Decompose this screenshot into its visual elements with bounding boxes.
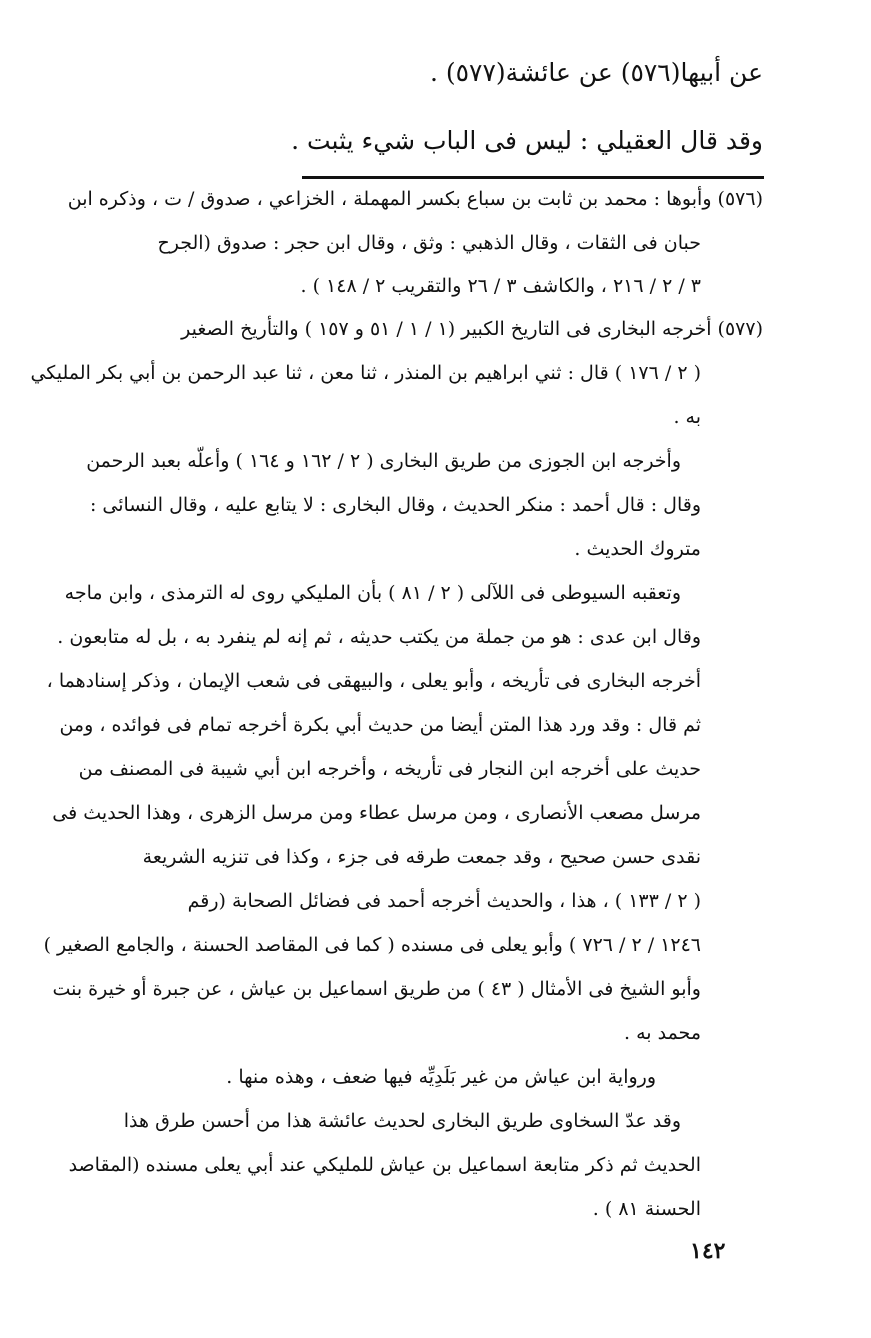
footnote-line: ١٢٤٦ / ٢ / ٧٢٦ ) وأبو يعلى فى مسنده ( كما فى المقاصد الحسنة ، والجامع الصغير )	[43, 934, 701, 956]
footnote-line: وتعقبه السيوطى فى اللآلى ( ٢ / ٨١ ) بأن المليكي روى له الترمذى ، وابن ماجه	[64, 582, 681, 604]
footnote-line: ( ٢ / ١٧٦ ) قال : ثني ابراهيم بن المنذر ، ثنا معن ، ثنا عبد الرحمن بن أبي بكر المليكي	[30, 362, 701, 384]
page-number: ١٤٢	[690, 1238, 726, 1264]
footnote-line: الحديث ثم ذكر متابعة اسماعيل بن عياش للمليكي عند أبي يعلى مسنده (المقاصد	[68, 1154, 701, 1176]
footnote-line: متروك الحديث .	[574, 538, 701, 560]
footnote-line: (٥٧٦) وأبوها : محمد بن ثابت بن سباع بكسر المهملة ، الخزاعي ، صدوق / ت ، وذكره ابن	[67, 188, 763, 210]
footnote-line: وقال : قال أحمد : منكر الحديث ، وقال البخارى : لا يتابع عليه ، وقال النسائى :	[89, 494, 701, 516]
footnote-line: وأبو الشيخ فى الأمثال ( ٤٣ ) من طريق اسماعيل بن عياش ، عن جبرة أو خيرة بنت	[52, 978, 701, 1000]
header-divider	[302, 176, 764, 179]
footnote-line: الحسنة ٨١ ) .	[592, 1198, 701, 1220]
footnote-line: ( ٢ / ١٣٣ ) ، هذا ، والحديث أخرجه أحمد فى فضائل الصحابة (رقم	[187, 890, 701, 912]
footnote-line: ٣ / ٢ / ٢١٦ ، والكاشف ٣ / ٢٦ والتقريب ٢ / ١٤٨ ) .	[300, 275, 701, 297]
footnote-line: وقد عدّ السخاوى طريق البخارى لحديث عائشة هذا من أحسن طرق هذا	[123, 1110, 681, 1132]
footnote-line: وأخرجه ابن الجوزى من طريق البخارى ( ٢ / ١٦٢ و ١٦٤ ) وأعلّه بعبد الرحمن	[86, 450, 681, 472]
footnote-line: به .	[673, 406, 701, 428]
footnote-line: (٥٧٧) أخرجه البخارى فى التاريخ الكبير (١ / ١ / ٥١ و ١٥٧ ) والتأريخ الصغير	[181, 318, 763, 340]
footnote-line: محمد به .	[624, 1022, 701, 1044]
footnote-line: ورواية ابن عياش من غير بَلَدِيِّه فيها ضعف ، وهذه منها .	[226, 1066, 656, 1088]
footnote-line: ثم قال : وقد ورد هذا المتن أيضا من حديث أبي بكرة أخرجه تمام فى فوائده ، ومن	[59, 714, 701, 736]
header-line-2: وقد قال العقيلي : ليس فى الباب شيء يثبت .	[291, 126, 763, 155]
header-line-1: عن أبيها(٥٧٦) عن عائشة(٥٧٧) .	[429, 58, 763, 87]
footnote-line: نقدى حسن صحيح ، وقد جمعت طرقه فى جزء ، وكذا فى تنزيه الشريعة	[142, 846, 701, 868]
footnote-line: أخرجه البخارى فى تأريخه ، وأبو يعلى ، والبيهقى فى شعب الإيمان ، وذكر إسنادهما ،	[46, 670, 701, 692]
footnote-line: مرسل مصعب الأنصارى ، ومن مرسل عطاء ومن مرسل الزهرى ، وهذا الحديث فى	[52, 802, 701, 824]
footnote-line: وقال ابن عدى : هو من جملة من يكتب حديثه ، ثم إنه لم ينفرد به ، بل له متابعون .	[57, 626, 701, 648]
footnote-line: حبان فى الثقات ، وقال الذهبي : وثق ، وقال ابن حجر : صدوق (الجرح	[157, 232, 701, 254]
footnote-line: حديث على أخرجه ابن النجار فى تأريخه ، وأخرجه ابن أبي شيبة فى المصنف من	[78, 758, 701, 780]
